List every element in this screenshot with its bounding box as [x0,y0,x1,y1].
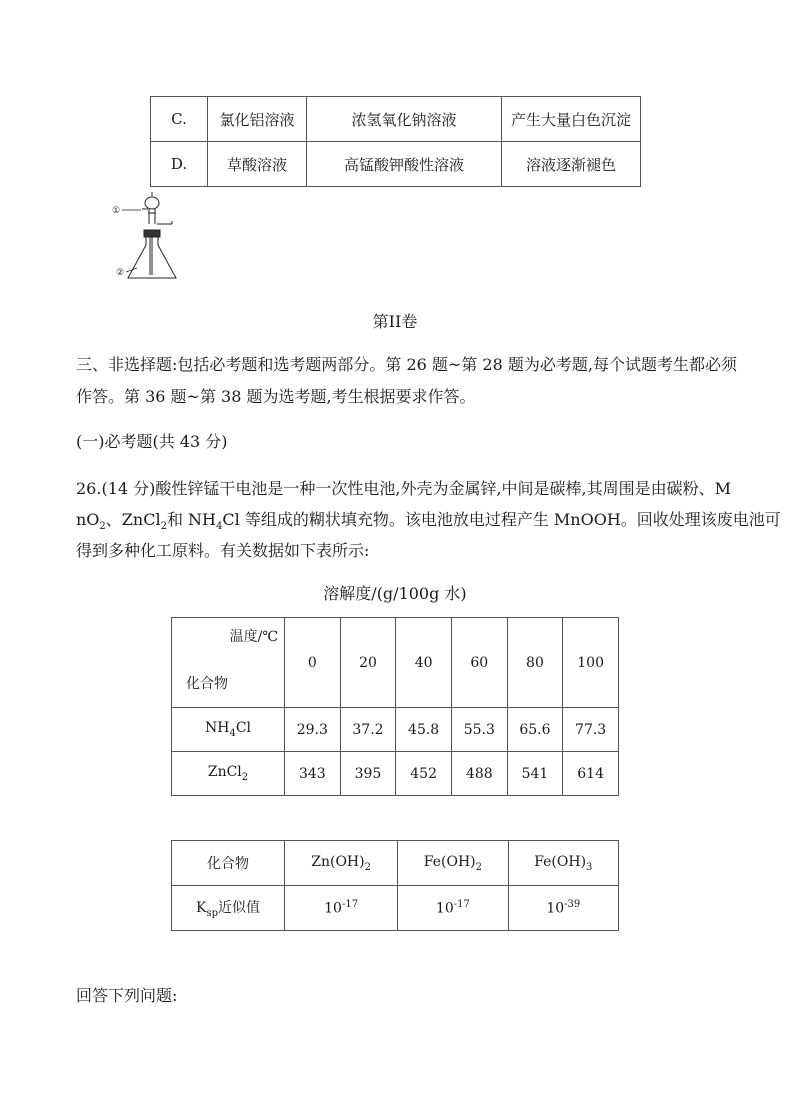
question-26-line-2: $nO_2$、ZnCl$_2$和 $NH_4Cl$ 等组成的糊状填充物。该电池放电过程产生 MnOOH。回收处理该废电池可 [76,510,781,533]
reagent-cell: 浓氢氧化钠溶液 [307,97,502,142]
question-26-line-1: 26.(14 分)酸性锌锰干电池是一种一次性电池,外壳为金属锌,中间是碳棒,其周围是由碳粉、M [76,479,732,498]
table-row [172,708,619,752]
intro-line-2: 作答。第 36 题~第 38 题为选考题,考生根据要求作答。 [76,387,476,406]
value-cell: 65.6 [507,708,563,752]
compound-header: 化合物 [186,676,228,692]
reagent-cell: 高锰酸钾酸性溶液 [307,142,502,187]
compound-name-cell: ZnCl$_2$ [172,752,285,796]
label-circle-1: ① [112,206,121,216]
ksp-value-cell: $10^{-17}$ [398,886,508,931]
temperature-cell: 80 [507,618,563,708]
compound-name-cell: $NH_4Cl$ [172,708,285,752]
intro-line-1: 三、非选择题:包括必考题和选考题两部分。第 26 题~第 28 题为必考题,每个试题考生都必须 [76,355,737,374]
table-caption: 溶解度/(g/100g 水) [323,584,467,603]
flask-apparatus-figure [112,190,192,285]
temperature-cell: 100 [563,618,619,708]
value-cell: 45.8 [396,708,452,752]
header-corner-cell [172,618,285,708]
value-cell: 488 [451,752,507,796]
value-cell: 452 [396,752,452,796]
value-cell: 541 [507,752,563,796]
value-cell: 29.3 [285,708,341,752]
reagent-cell: 氯化铝溶液 [208,97,307,142]
compound-cell: $Zn(OH)_2$ [285,841,398,886]
phenomenon-cell: 溶液逐渐褪色 [502,142,641,187]
answer-prompt: 回答下列问题: [76,986,178,1005]
question-26-line-3: 得到多种化工原料。有关数据如下表所示: [76,541,370,560]
value-cell: 614 [563,752,619,796]
options-table [150,96,641,187]
ksp-table [171,840,619,931]
reagent-cell: 草酸溶液 [208,142,307,187]
compound-cell: $Fe(OH)_2$ [398,841,508,886]
table-row [172,886,619,931]
solubility-table [171,617,619,796]
table-row [172,841,619,886]
table-row [172,618,619,708]
phenomenon-cell: 产生大量白色沉淀 [502,97,641,142]
ksp-value-cell: $10^{-17}$ [285,886,398,931]
compound-cell: $Fe(OH)_3$ [508,841,618,886]
compound-header: 化合物 [172,841,285,886]
table-row [151,97,641,142]
table-row [172,752,619,796]
temperature-header: 温度/℃ [229,629,278,645]
label-circle-2: ② [116,268,125,278]
temperature-cell: 40 [396,618,452,708]
value-cell: 55.3 [451,708,507,752]
ksp-value-cell: $10^{-39}$ [508,886,618,931]
value-cell: 37.2 [340,708,396,752]
option-letter: C. [151,97,208,142]
temperature-cell: 20 [340,618,396,708]
value-cell: 395 [340,752,396,796]
section-heading: (一)必考题(共 43 分) [76,432,228,451]
value-cell: 343 [285,752,341,796]
temperature-cell: 60 [451,618,507,708]
option-letter: D. [151,142,208,187]
volume-title: 第II卷 [372,312,418,331]
value-cell: 77.3 [563,708,619,752]
temperature-cell: 0 [285,618,341,708]
table-row [151,142,641,187]
ksp-label-cell: $K_{sp}$近似值 [172,886,285,931]
